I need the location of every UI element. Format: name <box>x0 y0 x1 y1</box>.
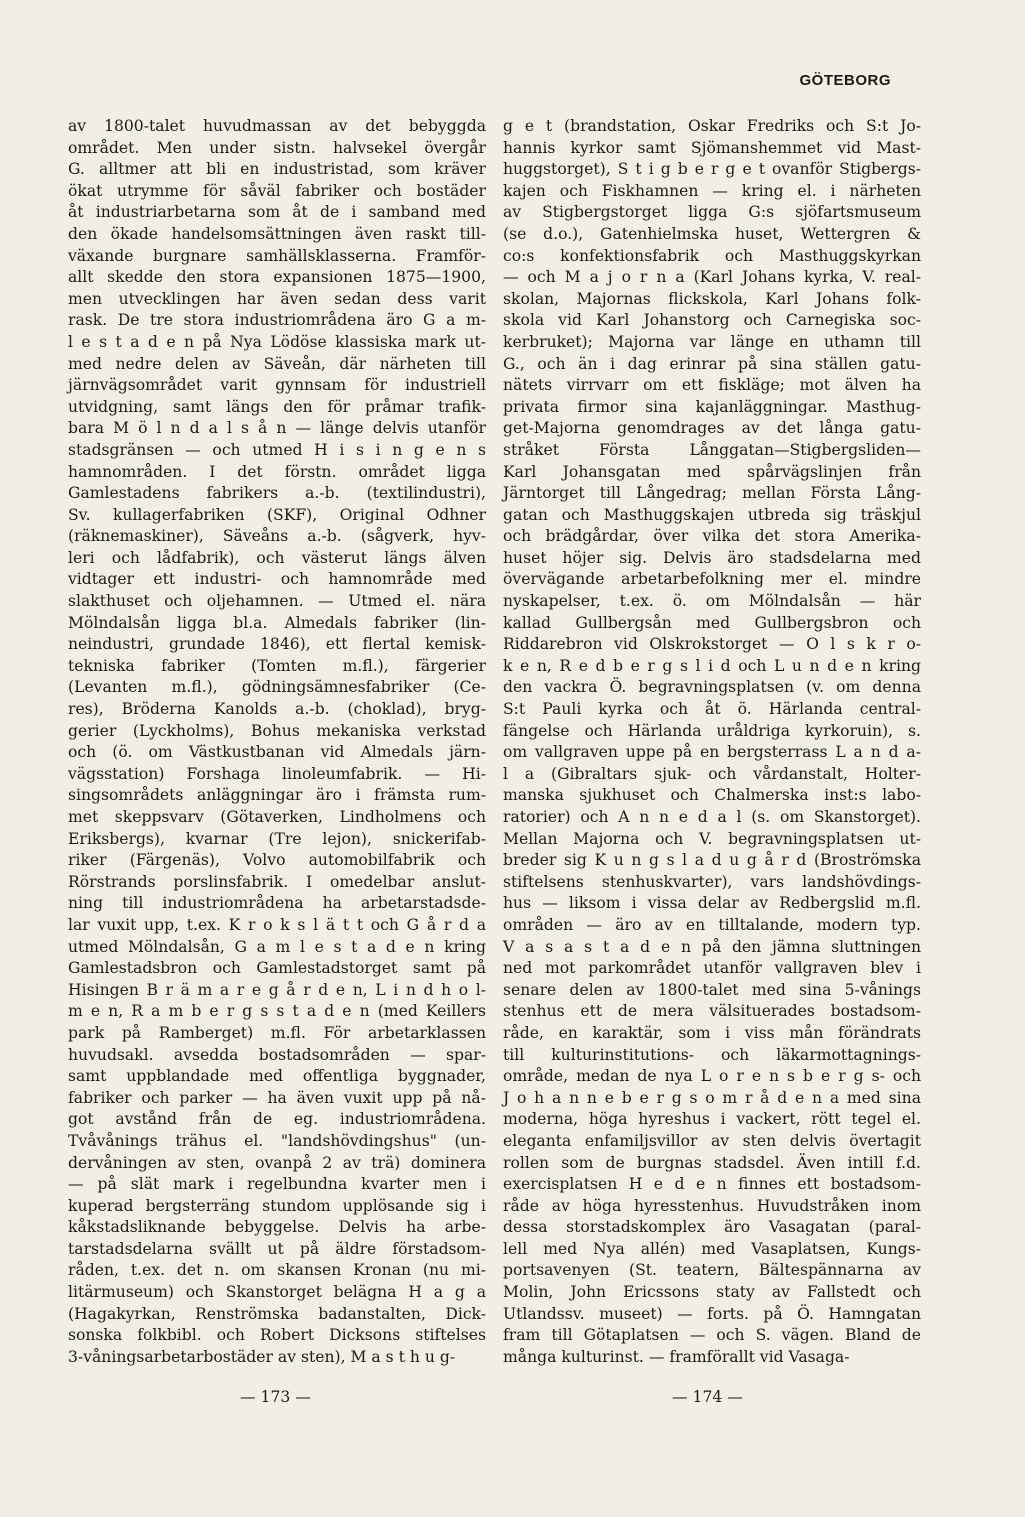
text-line: råde, en karaktär, som i viss mån förändrats <box>503 1023 921 1042</box>
text-line: området. Men under sistn. halvsekel övergår <box>68 138 486 157</box>
text-line: lar vuxit upp, t.ex. K r o k s l ä t t och G å r d a <box>68 915 486 934</box>
text-line: stiftelsens stenhuskvarter), vars landshövdings- <box>503 872 921 891</box>
text-line: V a s a s t a d e n på den jämna sluttningen <box>503 937 921 956</box>
text-line: ratorier) och A n n e d a l (s. om Skanstorget). <box>503 808 921 826</box>
text-line: k e n, R e d b e r g s l i d och L u n d e n kring <box>503 656 921 675</box>
text-line: neindustri, grundade 1846), ett flertal kemisk- <box>68 635 486 654</box>
page-number-right: — 174 — <box>672 1388 743 1406</box>
text-line: Mölndalsån ligga bl.a. Almedals fabriker (lin- <box>68 613 486 632</box>
text-line: (se d.o.), Gatenhielmska huset, Wettergren & <box>503 224 921 243</box>
text-line: allt skedde den stora expansionen 1875—1900, <box>68 268 486 287</box>
text-line: fram till Götaplatsen — och S. vägen. Bland de <box>503 1326 921 1345</box>
text-line: (Levanten m.fl.), gödningsämnesfabriker (Ce- <box>68 678 486 697</box>
text-line: (Hagakyrkan, Renströmska badanstalten, Dick- <box>68 1304 486 1323</box>
text-line: huggstorget), S t i g b e r g e t ovanför Stigbergs- <box>503 160 921 179</box>
text-line: kåkstadsliknande bebyggelse. Delvis ha arbe- <box>68 1218 486 1237</box>
text-line: råden, t.ex. det n. om skansen Kronan (nu mi- <box>68 1261 486 1280</box>
text-line: l e s t a d e n på Nya Lödöse klassiska mark ut- <box>68 332 486 351</box>
text-line: kuperad bergsterräng stundom upplösande sig i <box>68 1196 486 1215</box>
text-line: sonska folkbibl. och Robert Dicksons stiftelses <box>68 1326 486 1345</box>
text-line: Karl Johansgatan med spårvägslinjen från <box>503 462 921 481</box>
text-line: met skeppsvarv (Götaverken, Lindholmens och <box>68 808 486 826</box>
text-line: G., och än i dag erinrar på sina ställen gatu- <box>503 354 921 373</box>
text-line: fängelse och Härlanda uråldriga kyrkoruin), s. <box>503 721 921 740</box>
text-line: bara M ö l n d a l s å n — länge delvis utanför <box>68 419 486 438</box>
text-line: ning till industriområdena ha arbetarstadsde- <box>68 894 486 913</box>
text-line: Gamlestadens fabrikers a.-b. (textilindustri), <box>68 484 486 503</box>
text-line: tarstadsdelarna svällt ut på äldre förstadsom- <box>68 1239 486 1258</box>
text-line: kajen och Fiskhamnen — kring el. i närheten <box>503 181 921 200</box>
text-line: lell med Nya allén) med Vasaplatsen, Kungs- <box>503 1239 921 1258</box>
left-column <box>68 116 486 1368</box>
text-line: Molin, John Ericssons staty av Fallstedt och <box>503 1283 921 1302</box>
text-line: av Stigbergstorget ligga G:s sjöfartsmuseum <box>503 203 921 222</box>
text-line: nyskapelser, t.ex. ö. om Mölndalsån — här <box>503 592 921 611</box>
text-line: dessa storstadskomplex äro Vasagatan (paral- <box>503 1218 921 1237</box>
text-line: och (ö. om Västkustbanan vid Almedals järn- <box>68 743 486 762</box>
text-line: Riddarebron vid Olskrokstorget — O l s k r o- <box>503 635 921 654</box>
text-line: men utvecklingen har även sedan dess varit <box>68 289 486 308</box>
text-line: övervägande arbetarbefolkning mer el. mindre <box>503 570 921 589</box>
text-line: leri och lådfabrik), och västerut längs älven <box>68 548 486 567</box>
text-line: åt industriarbetarna som åt de i samband med <box>68 203 486 222</box>
text-line: gerier (Lyckholms), Bohus mekaniska verkstad <box>68 721 486 740</box>
text-line: många kulturinst. — framförallt vid Vasaga- <box>503 1347 850 1366</box>
text-line: med nedre delen av Säveån, där närheten till <box>68 354 486 373</box>
text-line: hamnområden. I det förstn. området ligga <box>68 462 486 481</box>
text-line: område, medan de nya L o r e n s b e r g s- och <box>503 1067 921 1086</box>
text-line: S:t Pauli kyrka och åt ö. Härlanda central- <box>503 700 921 719</box>
text-line: breder sig K u n g s l a d u g å r d (Broströmska <box>503 851 921 870</box>
text-line: rask. De tre stora industriområdena äro G a m- <box>68 311 486 330</box>
text-line: nätets virrvarr om ett fiskläge; mot älven ha <box>503 376 921 395</box>
text-line: hannis kyrkor samt Sjömanshemmet vid Mast- <box>503 138 921 157</box>
text-line: senare delen av 1800-talet med sina 5-vånings <box>503 980 921 999</box>
text-line: litärmuseum) och Skanstorget belägna H a g a <box>68 1283 486 1302</box>
text-line: till kulturinstitutions- och läkarmottagnings- <box>503 1045 921 1064</box>
text-line: Hisingen B r ä m a r e g å r d e n, L i n d h o l- <box>68 980 486 999</box>
text-line: get-Majorna genomdrages av det långa gatu- <box>503 419 921 438</box>
text-line: res), Bröderna Kanolds a.-b. (choklad), bryg- <box>68 700 486 719</box>
text-line: m e n, R a m b e r g s s t a d e n (med Keillers <box>68 1002 486 1021</box>
text-line: av 1800-talet huvudmassan av det bebyggda <box>68 117 486 135</box>
text-line: huset höjer sig. Delvis äro stadsdelarna med <box>503 548 921 567</box>
text-line: områden — äro av en tilltalande, modern typ. <box>503 915 921 934</box>
running-head: GÖTEBORG <box>799 72 891 89</box>
text-line: kerbruket); Majorna var länge en uthamn till <box>503 332 921 351</box>
text-line: Gamlestadsbron och Gamlestadstorget samt på <box>68 959 486 978</box>
text-line: den ökade handelsomsättningen även raskt till- <box>68 224 486 243</box>
text-line: exercisplatsen H e d e n finnes ett bostadsom- <box>503 1175 921 1194</box>
text-line: gatan och Masthuggskajen utbreda sig träskjul <box>503 505 921 524</box>
text-line: Mellan Majorna och V. begravningsplatsen ut- <box>503 829 921 848</box>
text-line: stenhus ett de mera välsituerades bostadsom- <box>503 1002 921 1021</box>
text-line: l a (Gibraltars sjuk- och vårdanstalt, Holter- <box>503 764 921 783</box>
text-line: Tvåvånings trähus el. "landshövdingshus" (un- <box>68 1131 486 1150</box>
text-line: dervåningen av sten, ovanpå 2 av trä) dominera <box>68 1153 486 1172</box>
text-line: slakthuset och oljehamnen. — Utmed el. nära <box>68 592 486 611</box>
text-line: (räknemaskiner), Säveåns a.-b. (sågverk, hyv- <box>68 527 486 546</box>
text-line: got avstånd från de eg. industriområdena. <box>68 1110 486 1129</box>
text-line: den vackra Ö. begravningsplatsen (v. om denna <box>503 678 921 697</box>
text-line: Rörstrands porslinsfabrik. I omedelbar anslut- <box>68 872 486 891</box>
text-line: om vallgraven uppe på en bergsterrass L a n d a- <box>503 743 921 762</box>
text-line: vidtager ett industri- och hamnområde med <box>68 570 486 589</box>
text-line: järnvägsområdet varit gynnsam för industriell <box>68 376 486 395</box>
text-line: växande burgnare samhällsklasserna. Framför- <box>68 246 486 265</box>
text-line: vägsstation) Forshaga linoleumfabrik. — Hi- <box>68 764 486 783</box>
text-line: — och M a j o r n a (Karl Johans kyrka, V. real- <box>503 268 921 287</box>
text-line: Utlandssv. museet) — forts. på Ö. Hamngatan <box>503 1304 921 1323</box>
text-line: ökat utrymme för såväl fabriker och bostäder <box>68 181 486 200</box>
text-line: huvudsakl. avsedda bostadsområden — spar- <box>68 1045 486 1064</box>
text-line: 3-våningsarbetarbostäder av sten), M a s t h u g- <box>68 1347 456 1366</box>
text-line: — på slät mark i regelbundna kvarter men i <box>68 1175 486 1194</box>
text-line: fabriker och parker — ha även vuxit upp på nå- <box>68 1088 486 1107</box>
text-line: råde av höga hyresstenhus. Huvudstråken inom <box>503 1196 921 1215</box>
text-line: eleganta enfamiljsvillor av sten delvis övertagit <box>503 1131 921 1150</box>
page-number-left: — 173 — <box>240 1388 311 1406</box>
text-line: skolan, Majornas flickskola, Karl Johans folk- <box>503 289 921 308</box>
text-line: privata firmor sina kajanläggningar. Masthug- <box>503 397 921 416</box>
text-line: Sv. kullagerfabriken (SKF), Original Odhner <box>68 505 486 524</box>
text-line: portsavenyen (St. teatern, Bältespännarna av <box>503 1261 921 1280</box>
text-line: kallad Gullbergsån med Gullbergsbron och <box>503 613 921 632</box>
text-line: hus — liksom i vissa delar av Redbergslid m.fl. <box>503 894 921 913</box>
text-line: g e t (brandstation, Oskar Fredriks och S:t Jo- <box>503 117 921 135</box>
text-line: manska sjukhuset och Chalmerska inst:s labo- <box>503 786 921 805</box>
text-line: samt uppblandade med offentliga byggnader, <box>68 1067 486 1086</box>
text-line: stråket Första Långgatan—Stigbergsliden— <box>503 440 921 459</box>
text-line: utmed Mölndalsån, G a m l e s t a d e n kring <box>68 937 486 956</box>
text-line: ned mot parkområdet utanför vallgraven blev i <box>503 959 921 978</box>
text-line: G. alltmer att bli en industristad, som kräver <box>68 160 486 179</box>
text-line: park på Ramberget) m.fl. För arbetarklassen <box>68 1023 486 1042</box>
text-line: stadsgränsen — och utmed H i s i n g e n s <box>68 440 486 459</box>
text-line: riker (Färgenäs), Volvo automobilfabrik och <box>68 851 486 870</box>
text-line: skola vid Karl Johanstorg och Carnegiska soc- <box>503 311 921 330</box>
text-line: rollen som de burgnas stadsdel. Även intill f.d. <box>503 1153 921 1172</box>
text-line: Eriksbergs), kvarnar (Tre lejon), snickerifab- <box>68 829 486 848</box>
text-line: J o h a n n e b e r g s o m r å d e n a med sina <box>503 1088 921 1107</box>
text-line: co:s konfektionsfabrik och Masthuggskyrkan <box>503 246 921 265</box>
text-line: tekniska fabriker (Tomten m.fl.), färgerier <box>68 656 486 675</box>
text-line: utvidgning, samt längs den för pråmar trafik- <box>68 397 486 416</box>
text-line: Järntorget till Långedrag; mellan Första Lång- <box>503 484 921 503</box>
right-column <box>503 116 921 1368</box>
text-line: singsområdets anläggningar äro i främsta rum- <box>68 786 486 805</box>
text-line: moderna, höga hyreshus i vackert, rött tegel el. <box>503 1110 921 1129</box>
text-line: och brädgårdar, över vilka det stora Amerika- <box>503 527 921 546</box>
